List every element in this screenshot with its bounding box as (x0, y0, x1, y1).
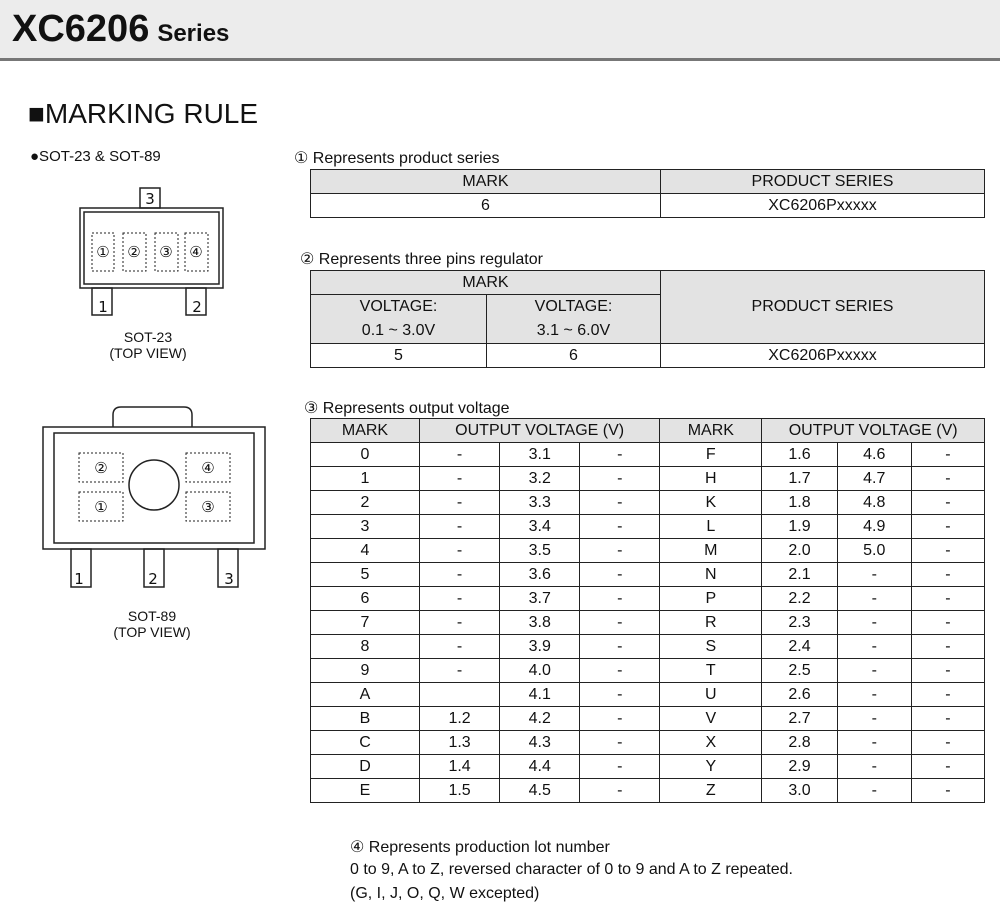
mark-1: ① (96, 243, 110, 261)
table-cell: 3.7 (500, 587, 580, 611)
table-cell: 4.7 (837, 467, 911, 491)
table-cell: - (837, 563, 911, 587)
mark-low-cell: 5 (311, 344, 487, 368)
table-cell: B (311, 707, 420, 731)
voltage-range: 0.1 ~ 3.0V (361, 322, 436, 339)
table-cell: - (580, 539, 660, 563)
table-cell: - (580, 779, 660, 803)
table-cell: R (660, 611, 762, 635)
table-cell: - (911, 587, 984, 611)
series-cell: XC6206Pxxxxx (661, 344, 985, 368)
table-cell: 7 (311, 611, 420, 635)
table-row (311, 611, 985, 635)
table-cell: - (580, 587, 660, 611)
table-cell: - (580, 443, 660, 467)
table-cell: 2.7 (762, 707, 837, 731)
note4-line1: 0 to 9, A to Z, reversed character of 0 to 9 and A to Z repeated. (350, 861, 793, 878)
mark-cell: 6 (311, 194, 661, 218)
table-cell: - (580, 683, 660, 707)
sot89-label (82, 608, 222, 640)
table-cell: - (580, 515, 660, 539)
table-cell: 2.1 (762, 563, 837, 587)
table-cell: 2.4 (762, 635, 837, 659)
voltage-low-header (311, 295, 487, 344)
voltage-range: 3.1 ~ 6.0V (536, 322, 611, 339)
table-cell: - (837, 635, 911, 659)
mark-header: MARK (311, 271, 661, 295)
table-cell: - (580, 731, 660, 755)
pin-1: 1 (74, 570, 84, 588)
voltage-header: OUTPUT VOLTAGE (V) (762, 419, 985, 443)
table-cell: 8 (311, 635, 420, 659)
section-title: ■MARKING RULE (28, 98, 259, 129)
table-cell: 2.8 (762, 731, 837, 755)
table-cell: 4.8 (837, 491, 911, 515)
table-cell: - (837, 659, 911, 683)
table-cell: 1 (311, 467, 420, 491)
sot23-diagram (75, 185, 225, 320)
table-cell: 4 (311, 539, 420, 563)
table-cell: 1.7 (762, 467, 837, 491)
table-cell: 6 (311, 587, 420, 611)
series-label: Series (157, 20, 230, 47)
table-cell: 5 (311, 563, 420, 587)
table-cell: 2.6 (762, 683, 837, 707)
pin-2: 2 (192, 298, 202, 316)
table-cell: X (660, 731, 762, 755)
table-cell: - (911, 755, 984, 779)
sot89-name: SOT-89 (127, 608, 177, 624)
packages-label: ●SOT-23 & SOT-89 (30, 148, 161, 165)
table-cell: 4.4 (500, 755, 580, 779)
table-cell: F (660, 443, 762, 467)
mark-header: MARK (311, 170, 661, 194)
table-cell: D (311, 755, 420, 779)
voltage-label: VOLTAGE: (359, 298, 438, 315)
table-cell: 1.9 (762, 515, 837, 539)
table1-caption: ① Represents product series (294, 150, 500, 167)
mark-2: ② (94, 459, 108, 477)
table-cell: A (311, 683, 420, 707)
table-cell: - (911, 731, 984, 755)
pin-1: 1 (98, 298, 108, 316)
mark-header: MARK (311, 419, 420, 443)
series-header: PRODUCT SERIES (661, 271, 985, 344)
pin-3: 3 (145, 190, 155, 208)
sot89-diagram (40, 403, 270, 588)
table-cell: - (580, 611, 660, 635)
table-cell: - (580, 755, 660, 779)
table-row (311, 707, 985, 731)
table-cell: 4.0 (500, 659, 580, 683)
table-cell: 5.0 (837, 539, 911, 563)
table-row (311, 731, 985, 755)
table-cell: - (911, 563, 984, 587)
table-cell: 3.8 (500, 611, 580, 635)
table-cell: - (837, 707, 911, 731)
table-cell: - (911, 683, 984, 707)
table-row (311, 779, 985, 803)
table-cell: V (660, 707, 762, 731)
table-cell: M (660, 539, 762, 563)
doc-title (12, 8, 229, 51)
table-cell: - (837, 683, 911, 707)
mark-3: ③ (159, 243, 173, 261)
table-cell: 4.3 (500, 731, 580, 755)
table-cell: Z (660, 779, 762, 803)
table-cell: - (837, 731, 911, 755)
table-row (311, 755, 985, 779)
table-cell: - (419, 515, 499, 539)
mark-4: ④ (201, 459, 215, 477)
table-cell: 3.5 (500, 539, 580, 563)
table-cell: 1.3 (419, 731, 499, 755)
table-row (311, 563, 985, 587)
table-cell: 2 (311, 491, 420, 515)
table-cell: 2.3 (762, 611, 837, 635)
table-cell: 2.0 (762, 539, 837, 563)
table-cell: - (419, 443, 499, 467)
table-cell: C (311, 731, 420, 755)
table-cell: L (660, 515, 762, 539)
table-cell: - (837, 779, 911, 803)
table-cell: - (419, 467, 499, 491)
page-header (0, 0, 1000, 61)
table-cell: 4.5 (500, 779, 580, 803)
mark-3: ③ (201, 498, 215, 516)
table-cell: - (419, 491, 499, 515)
note4-caption: ④ Represents production lot number (350, 839, 610, 856)
table-cell: - (580, 635, 660, 659)
table-cell: 1.8 (762, 491, 837, 515)
table-cell: - (419, 539, 499, 563)
table-cell: 4.2 (500, 707, 580, 731)
sot23-name: SOT-23 (123, 329, 173, 345)
table-cell: 1.4 (419, 755, 499, 779)
mark-2: ② (127, 243, 141, 261)
table-cell: - (911, 491, 984, 515)
table-cell: U (660, 683, 762, 707)
voltage-high-header (487, 295, 661, 344)
table-cell: - (419, 563, 499, 587)
table-cell: - (580, 491, 660, 515)
table-cell: - (837, 587, 911, 611)
table-cell: - (911, 659, 984, 683)
voltage-header: OUTPUT VOLTAGE (V) (419, 419, 659, 443)
table-cell: - (911, 635, 984, 659)
table-cell: 2.2 (762, 587, 837, 611)
product-series-table (310, 169, 985, 218)
sot23-label (78, 329, 218, 361)
table-row (311, 443, 985, 467)
table-cell: H (660, 467, 762, 491)
table-cell: 3.6 (500, 563, 580, 587)
table-cell: 4.6 (837, 443, 911, 467)
table-cell: - (911, 779, 984, 803)
table-row (311, 659, 985, 683)
mark-header: MARK (660, 419, 762, 443)
table-row (311, 587, 985, 611)
pin-3: 3 (224, 570, 234, 588)
table-cell: - (911, 467, 984, 491)
mark-high-cell: 6 (487, 344, 661, 368)
series-name: XC6206 (12, 8, 150, 50)
sot89-view: (TOP VIEW) (113, 624, 191, 640)
table-cell: - (419, 587, 499, 611)
output-voltage-table (310, 418, 985, 803)
table-cell: 1.2 (419, 707, 499, 731)
table-cell (419, 683, 499, 707)
table-row (311, 491, 985, 515)
table-cell: 3.0 (762, 779, 837, 803)
table2-caption: ② Represents three pins regulator (300, 251, 543, 268)
mark-4: ④ (189, 243, 203, 261)
table-cell: - (911, 611, 984, 635)
table-cell: - (911, 443, 984, 467)
regulator-table (310, 270, 985, 368)
table-cell: - (911, 539, 984, 563)
table-cell: 4.1 (500, 683, 580, 707)
table-cell: 3.3 (500, 491, 580, 515)
table-cell: - (911, 515, 984, 539)
table-row (311, 683, 985, 707)
table-cell: - (911, 707, 984, 731)
table-cell: S (660, 635, 762, 659)
table-cell: - (580, 563, 660, 587)
table-cell: 3.4 (500, 515, 580, 539)
series-cell: XC6206Pxxxxx (661, 194, 985, 218)
table-row (311, 539, 985, 563)
table-cell: - (837, 611, 911, 635)
note4-line2: (G, I, J, O, Q, W excepted) (350, 885, 540, 902)
table-cell: P (660, 587, 762, 611)
pin-2: 2 (148, 570, 158, 588)
table-cell: - (419, 611, 499, 635)
table-cell: E (311, 779, 420, 803)
voltage-label: VOLTAGE: (534, 298, 613, 315)
table-row (311, 515, 985, 539)
table-cell: - (419, 635, 499, 659)
table-row (311, 467, 985, 491)
table-cell: 2.9 (762, 755, 837, 779)
sot23-view: (TOP VIEW) (109, 345, 187, 361)
table-row (311, 635, 985, 659)
table-cell: - (580, 707, 660, 731)
table3-caption: ③ Represents output voltage (304, 400, 510, 417)
table-cell: T (660, 659, 762, 683)
table-cell: - (580, 659, 660, 683)
table-cell: 2.5 (762, 659, 837, 683)
table-cell: 0 (311, 443, 420, 467)
series-header: PRODUCT SERIES (661, 170, 985, 194)
table-cell: - (419, 659, 499, 683)
table-cell: 3.2 (500, 467, 580, 491)
table-cell: 4.9 (837, 515, 911, 539)
table-cell: - (580, 467, 660, 491)
table-cell: 3 (311, 515, 420, 539)
table-cell: Y (660, 755, 762, 779)
table-cell: N (660, 563, 762, 587)
table-cell: 1.6 (762, 443, 837, 467)
table-cell: 3.1 (500, 443, 580, 467)
table-cell: 9 (311, 659, 420, 683)
table-cell: - (837, 755, 911, 779)
table-cell: 3.9 (500, 635, 580, 659)
mark-1: ① (94, 498, 108, 516)
table-cell: 1.5 (419, 779, 499, 803)
table-cell: K (660, 491, 762, 515)
